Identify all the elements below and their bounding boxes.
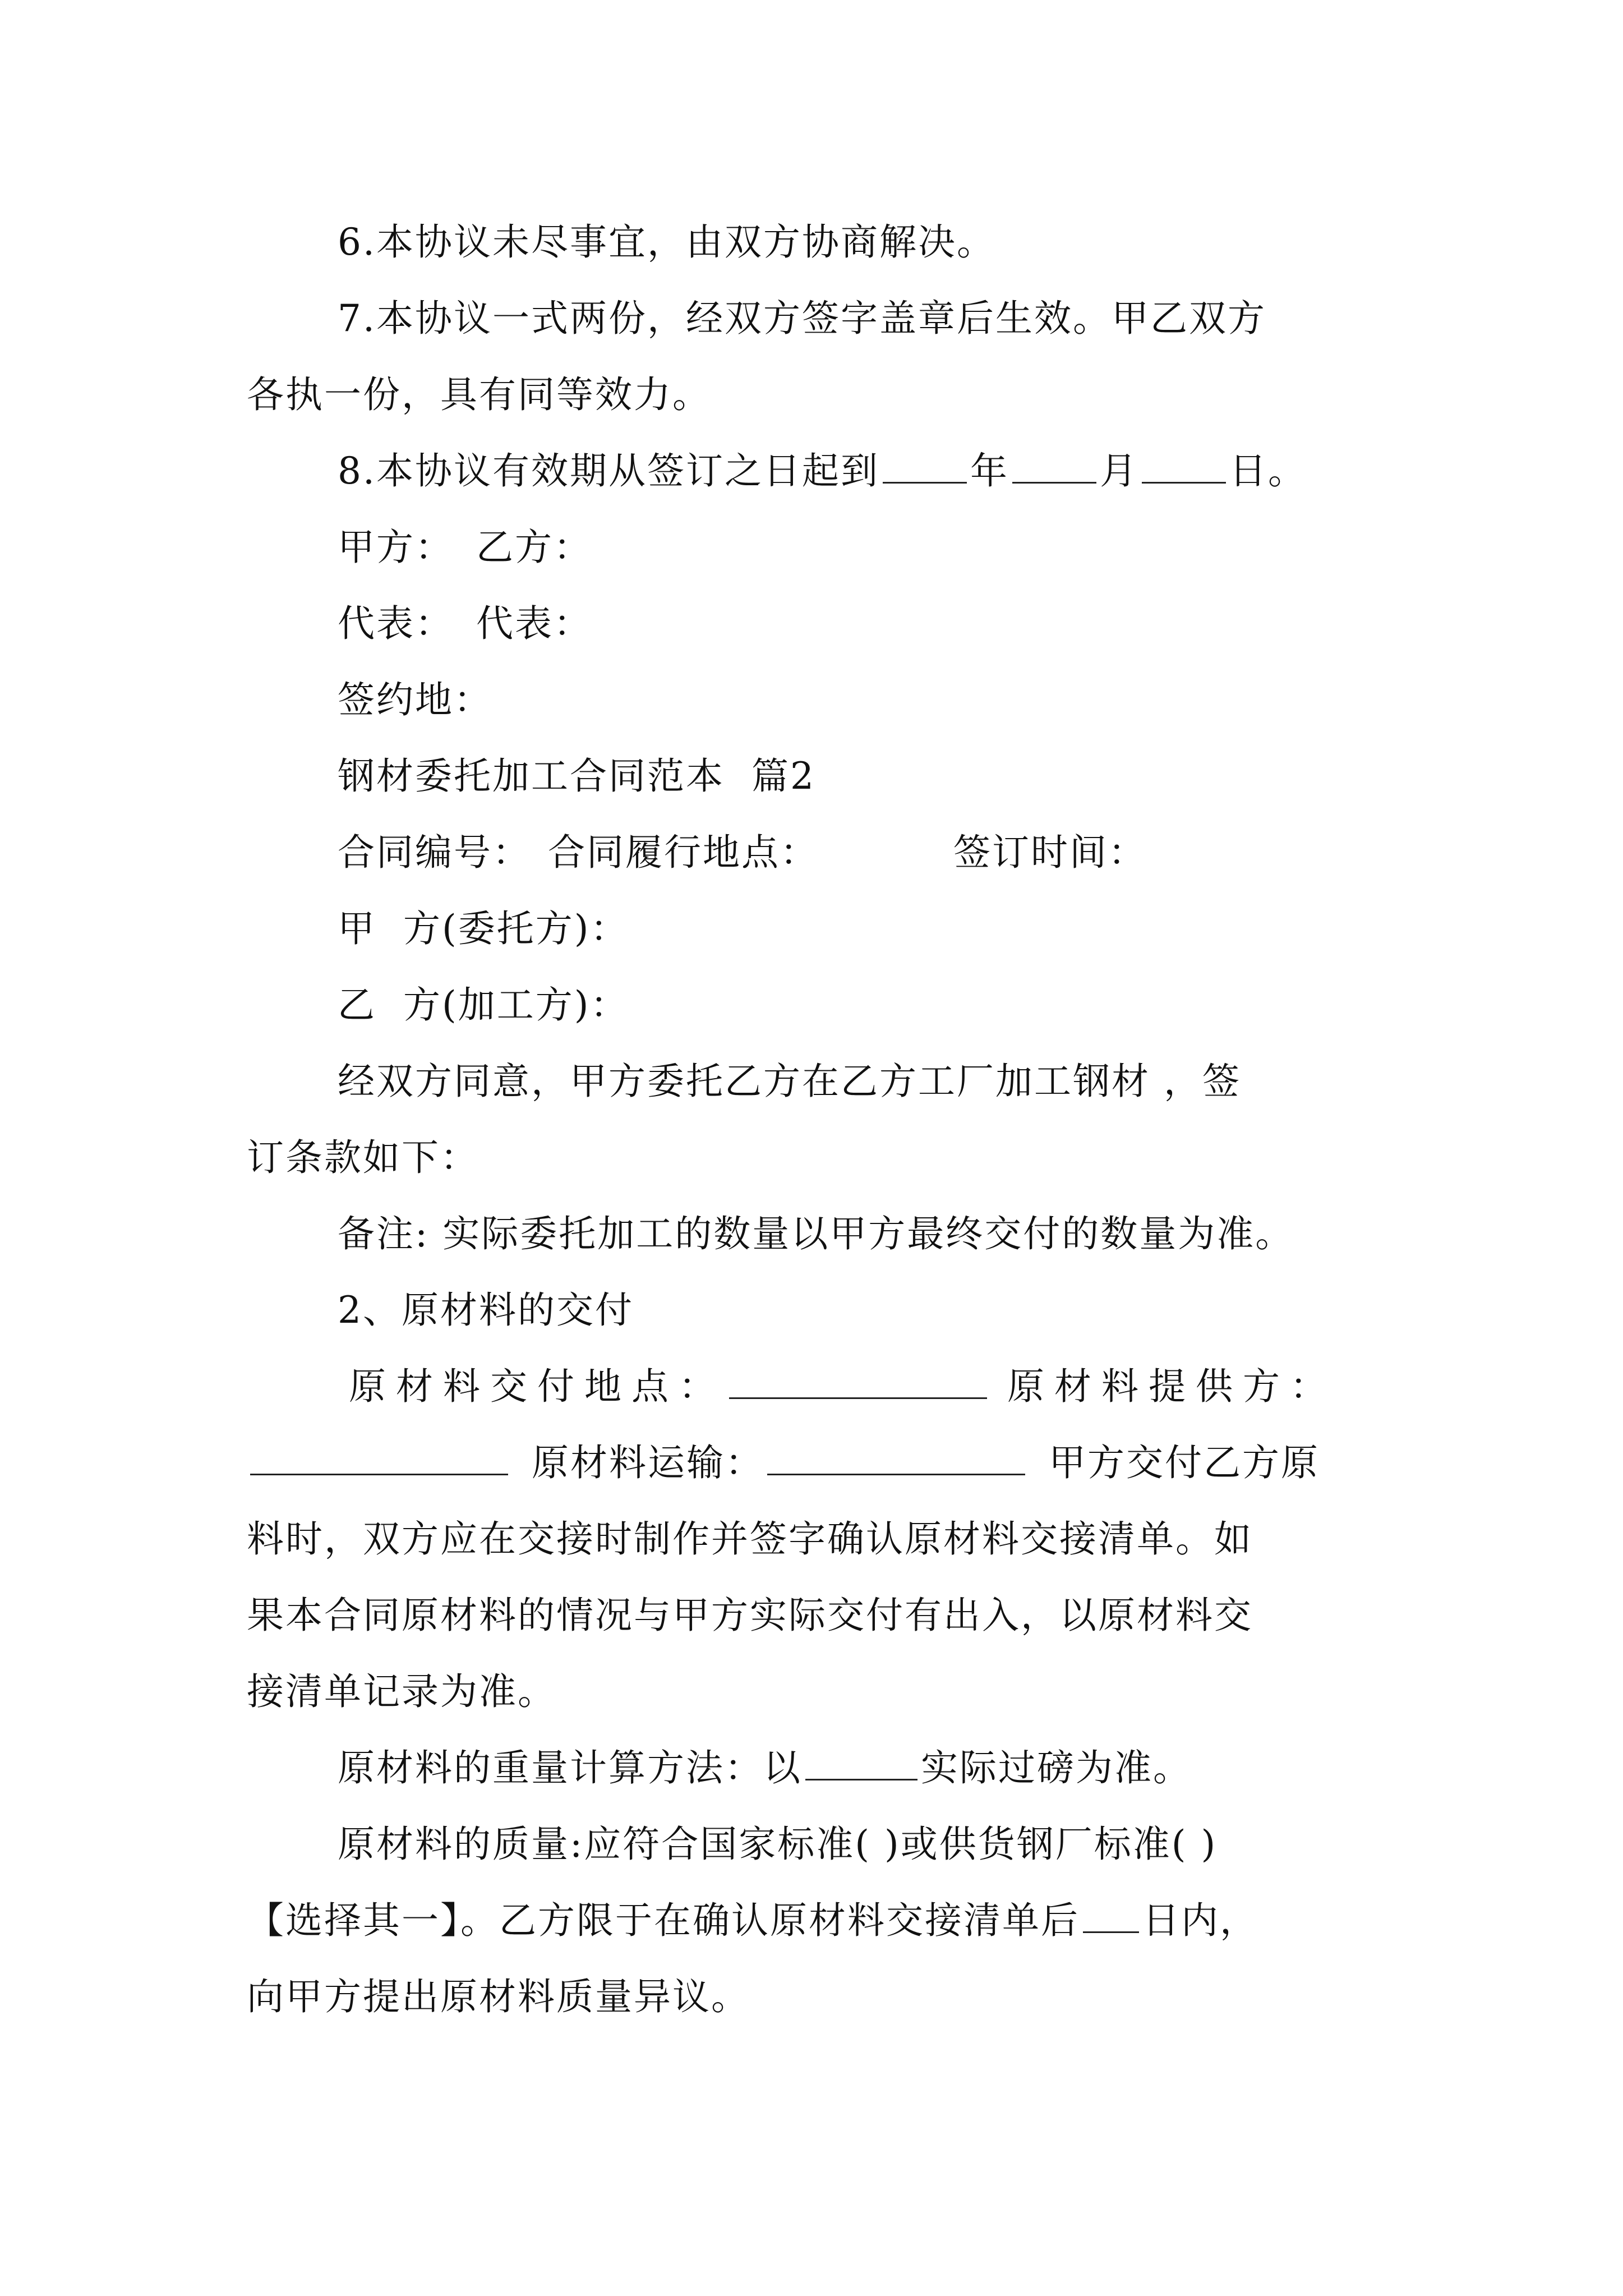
objection-days-blank xyxy=(1083,1892,1139,1933)
party-a-client-label: 甲 方(委托方)： xyxy=(338,907,629,950)
section-heading xyxy=(338,738,815,815)
signing-place-line xyxy=(338,662,492,738)
contract-info-line xyxy=(338,815,1147,891)
party-b-label: 乙方： xyxy=(476,526,592,569)
transport-blank xyxy=(767,1434,1025,1475)
party-b-line xyxy=(338,967,629,1043)
quality-text-3: 日内， xyxy=(1142,1899,1258,1942)
quality-line-1 xyxy=(338,1806,1217,1883)
weight-method-line xyxy=(338,1730,1192,1806)
contract-number-label: 合同编号： xyxy=(338,831,531,874)
weight-method-blank xyxy=(805,1740,917,1780)
party-a-label: 甲方： xyxy=(338,526,454,569)
delivery-place-label: 原材料交付地点： xyxy=(349,1365,726,1408)
quality-text-4: 向甲方提出原材料质量异议。 xyxy=(247,1975,750,2018)
delivery-line-5 xyxy=(247,1654,556,1730)
transport-label: 原材料运输： xyxy=(532,1441,764,1484)
signing-place-label: 签约地： xyxy=(338,678,492,721)
quality-line-3 xyxy=(247,1959,750,2035)
clause-8 xyxy=(338,433,1307,509)
quality-text-2: 【选择其一】。乙方限于在确认原材料交接清单后 xyxy=(247,1899,1080,1942)
signing-time-label: 签订时间： xyxy=(953,831,1147,874)
party-b-processor-label: 乙 方(加工方)： xyxy=(338,983,629,1027)
delivery-text-1: 甲方交付乙方原 xyxy=(1049,1441,1320,1484)
subsection-heading-text: 2、原材料的交付 xyxy=(338,1289,634,1332)
party-line xyxy=(338,509,592,586)
delivery-line-4 xyxy=(247,1577,1253,1654)
representative-line xyxy=(338,586,592,662)
day-label: 日。 xyxy=(1229,449,1307,493)
day-blank xyxy=(1142,443,1226,484)
rep-b-label: 代表： xyxy=(476,602,592,645)
contract-location-label: 合同履行地点： xyxy=(548,831,819,874)
clause-7-text-1: 7.本协议一式两份，经双方签字盖章后生效。甲乙双方 xyxy=(338,297,1266,340)
party-a-line xyxy=(338,891,629,967)
delivery-place-blank xyxy=(729,1358,987,1399)
year-label: 年 xyxy=(970,449,1009,493)
agreement-text-1: 经双方同意，甲方委托乙方在乙方工厂加工钢材 ，签 xyxy=(338,1060,1241,1103)
delivery-line-2 xyxy=(247,1425,1320,1501)
delivery-line-1 xyxy=(349,1349,1337,1425)
quality-line-2 xyxy=(247,1883,1258,1959)
agreement-text-2: 订条款如下： xyxy=(247,1136,479,1179)
clause-6 xyxy=(338,204,995,280)
delivery-line-3 xyxy=(247,1501,1253,1577)
agreement-line-1 xyxy=(338,1043,1241,1120)
year-blank xyxy=(883,443,967,484)
agreement-line-2 xyxy=(247,1120,479,1196)
weight-method-label: 原材料的重量计算方法：以 xyxy=(338,1746,802,1789)
subsection-heading xyxy=(338,1272,634,1349)
clause-8-text: 8.本协议有效期从签订之日起到 xyxy=(338,449,879,493)
clause-7-text-2: 各执一份，具有同等效力。 xyxy=(247,373,711,416)
clause-7-line-1 xyxy=(338,280,1266,357)
month-blank xyxy=(1012,443,1096,484)
rep-a-label: 代表： xyxy=(338,602,454,645)
month-label: 月 xyxy=(1099,449,1138,493)
section-heading-text: 钢材委托加工合同范本 篇2 xyxy=(338,754,815,798)
quality-text-1: 原材料的质量:应符合国家标准( )或供货钢厂标准( ) xyxy=(338,1823,1218,1866)
clause-7-line-2 xyxy=(247,357,711,433)
note-text: 备注: 实际委托加工的数量以甲方最终交付的数量为准。 xyxy=(338,1212,1294,1255)
delivery-text-2: 料时，双方应在交接时制作并签字确认原材料交接清单。如 xyxy=(247,1517,1253,1561)
supplier-label: 原材料提供方： xyxy=(1007,1365,1337,1408)
note-line xyxy=(338,1196,1294,1272)
supplier-blank xyxy=(250,1434,508,1475)
clause-6-text: 6.本协议未尽事宜，由双方协商解决。 xyxy=(338,220,995,264)
delivery-text-3: 果本合同原材料的情况与甲方实际交付有出入，以原材料交 xyxy=(247,1594,1253,1637)
weight-method-text: 实际过磅为准。 xyxy=(921,1746,1192,1789)
delivery-text-4: 接清单记录为准。 xyxy=(247,1670,556,1713)
